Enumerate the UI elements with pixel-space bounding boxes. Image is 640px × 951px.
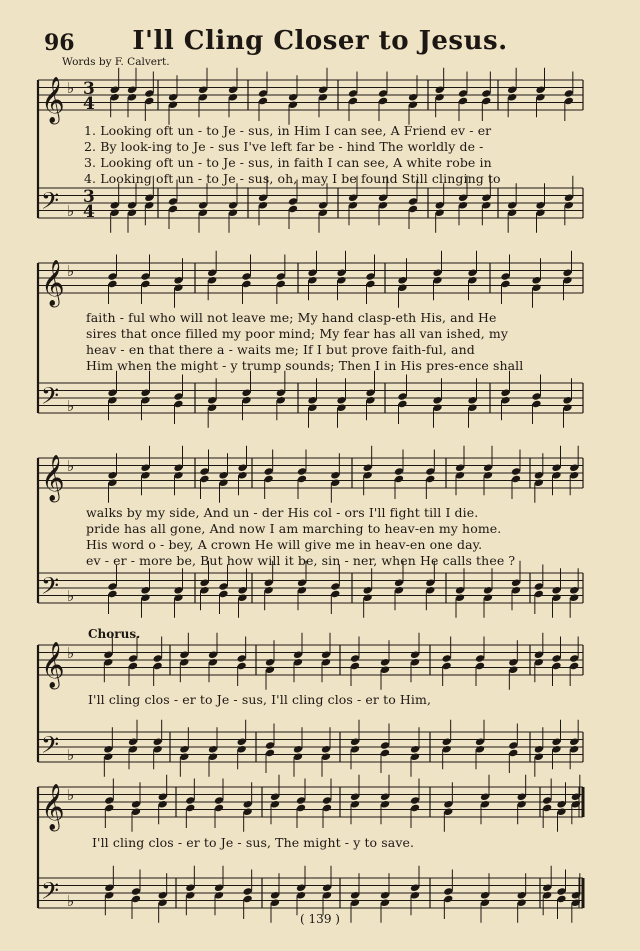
- treble-clef: 𝄞: [41, 642, 65, 688]
- key-signature-flat: ♭: [67, 786, 75, 804]
- verse-line: walks by my side, And un - der His col - ors I'll fight till I die.: [86, 505, 479, 520]
- verse-line: 3. Looking oft un - to Je - sus, in faith I can see, A white robe in: [84, 155, 492, 170]
- verse-line: Him when the might - y trump sounds; Then I in His pres-ence shall: [86, 358, 524, 373]
- time-signature-top: 3: [83, 187, 95, 207]
- bass-clef: 𝄢: [41, 731, 60, 764]
- bass-clef: 𝄢: [41, 187, 60, 220]
- key-signature-flat: ♭: [67, 644, 75, 662]
- hymn-number: 96: [44, 30, 75, 56]
- verse-line: ev - er - more be, But how will it be, sin - ner, when He calls thee ?: [86, 553, 516, 568]
- verse-line: 1. Looking oft un - to Je - sus, in Him I can see, A Friend ev - er: [84, 123, 492, 138]
- hymn-title: I'll Cling Closer to Jesus.: [132, 26, 508, 56]
- chorus-lyric-line: I'll cling clos - er to Je - sus, The might - y to save.: [92, 835, 415, 850]
- key-signature-flat: ♭: [67, 746, 75, 764]
- treble-clef: 𝄞: [41, 455, 65, 501]
- key-signature-flat: ♭: [67, 457, 75, 475]
- chorus-label: Chorus.: [88, 627, 141, 641]
- attribution: Words by F. Calvert.: [62, 56, 170, 68]
- verse-line: pride has all gone, And now I am marching to heav-en my home.: [86, 521, 502, 536]
- key-signature-flat: ♭: [67, 587, 75, 605]
- bass-clef: 𝄢: [41, 572, 60, 605]
- verse-line: 2. By look-ing to Je - sus I've left far be - hind The worldly de -: [84, 139, 484, 154]
- page-number: ( 139 ): [300, 912, 340, 926]
- verse-line: faith - ful who will not leave me; My hand clasp-eth His, and He: [86, 310, 497, 325]
- time-signature-bottom: 4: [83, 202, 95, 222]
- time-signature-bottom: 4: [83, 94, 95, 114]
- verse-line: 4. Looking oft un - to Je - sus, oh, may I be found Still clinging to: [84, 171, 501, 186]
- bass-clef: 𝄢: [41, 382, 60, 415]
- verse-line: heav - en that there a - waits me; If I but prove faith-ful, and: [86, 342, 475, 357]
- bass-clef: 𝄢: [41, 877, 60, 910]
- key-signature-flat: ♭: [67, 202, 75, 220]
- key-signature-flat: ♭: [67, 79, 75, 97]
- key-signature-flat: ♭: [67, 892, 75, 910]
- treble-clef: 𝄞: [41, 784, 65, 830]
- key-signature-flat: ♭: [67, 262, 75, 280]
- chorus-lyric-line: I'll cling clos - er to Je - sus, I'll cling clos - er to Him,: [88, 692, 432, 707]
- key-signature-flat: ♭: [67, 397, 75, 415]
- verse-line: His word o - bey, A crown He will give me in heav-en one day.: [86, 537, 483, 552]
- time-signature-top: 3: [83, 79, 95, 99]
- verse-line: sires that once filled my poor mind; My fear has all van ished, my: [86, 326, 509, 341]
- treble-clef: 𝄞: [41, 77, 65, 123]
- treble-clef: 𝄞: [41, 260, 65, 306]
